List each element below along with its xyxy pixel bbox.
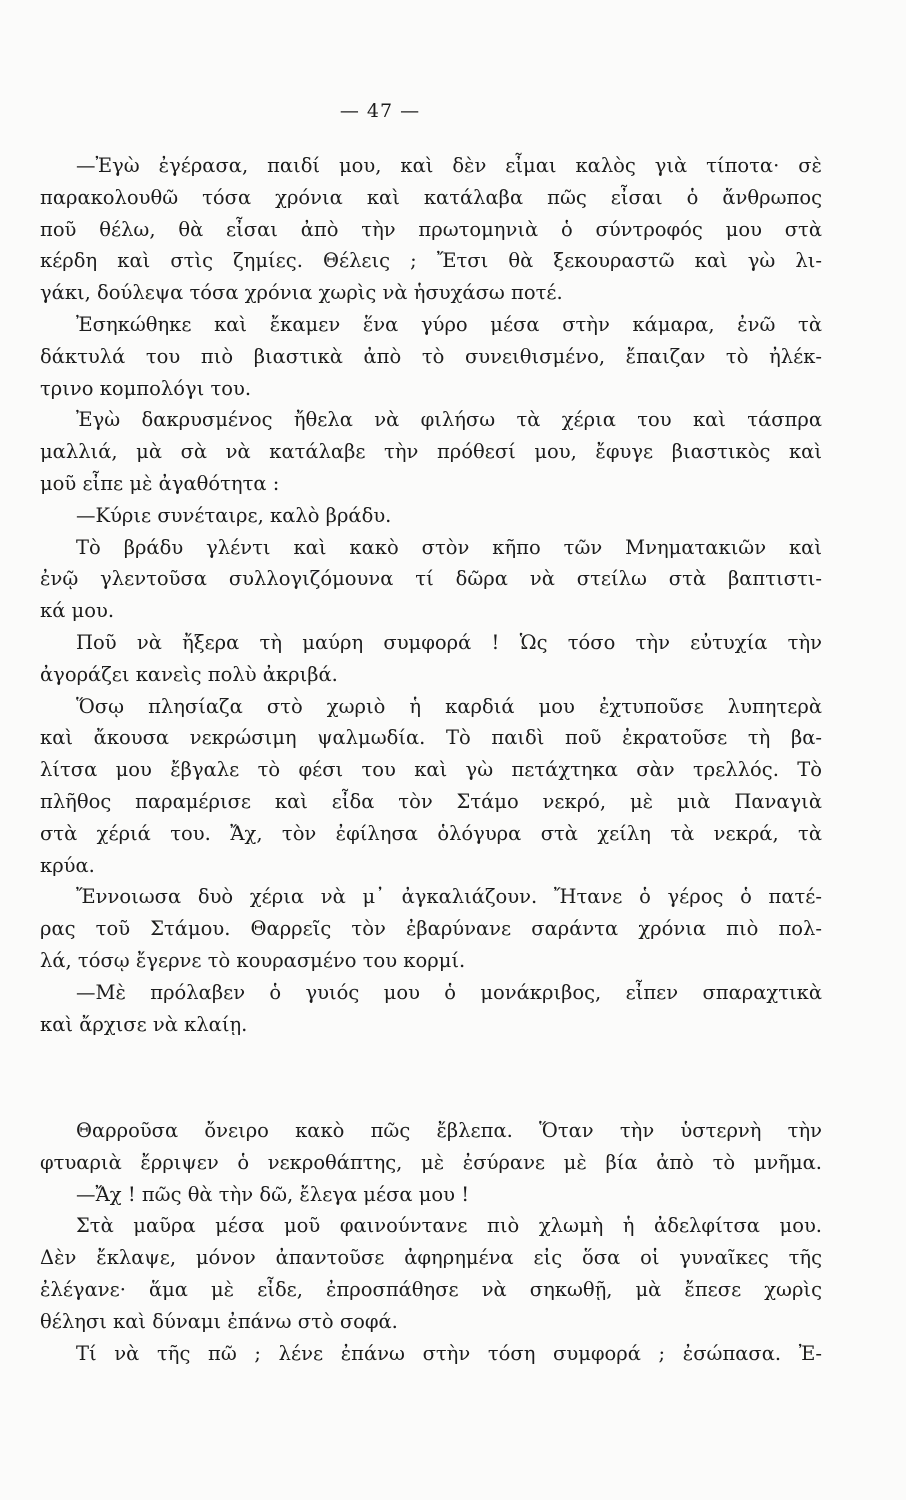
text-block-continuation bbox=[40, 1115, 822, 1369]
text-line: μαλλιά, μὰ σὰ νὰ κατάλαβε τὴν πρόθεσί μου, ἔφυγε βιαστικὸς καὶ bbox=[40, 440, 822, 464]
text-line: Στὰ μαῦρα μέσα μοῦ φαινούντανε πιὸ χλωμὴ ἡ ἀδελφίτσα μου. bbox=[76, 1214, 822, 1238]
text-line: καὶ ἄκουσα νεκρώσιμη ψαλμωδία. Τὸ παιδὶ ποῦ ἐκρατοῦσε τὴ βα- bbox=[40, 726, 822, 750]
text-line: ἐλέγανε· ἅμα μὲ εἶδε, ἐπροσπάθησε νὰ σηκωθῇ, μὰ ἔπεσε χωρὶς bbox=[40, 1277, 822, 1301]
text-line: ἐνῷ γλεντοῦσα συλλογιζόμουνα τί δῶρα νὰ στείλω στὰ βαπτιστι- bbox=[40, 567, 822, 591]
text-line: παρακολουθῶ τόσα χρόνια καὶ κατάλαβα πῶς εἶσαι ὁ ἄνθρωπος bbox=[40, 185, 822, 209]
text-line: ρας τοῦ Στάμου. Θαρρεῖς τὸν ἐβαρύνανε σαράντα χρόνια πιὸ πολ- bbox=[40, 917, 822, 941]
text-line: κέρδη καὶ στὶς ζημίες. Θέλεις ; Ἔτσι θὰ ξεκουραστῶ καὶ γὼ λι- bbox=[40, 249, 822, 273]
text-line: κά μου. bbox=[40, 599, 115, 623]
text-line: Τί νὰ τῆς πῶ ; λένε ἐπάνω στὴν τόση συμφορά ; ἐσώπασα. Ἐ- bbox=[76, 1341, 822, 1365]
text-line: —Κύριε συνέταιρε, καλὸ βράδυ. bbox=[76, 503, 392, 527]
text-line: φτυαριὰ ἔρριψεν ὁ νεκροθάπτης, μὲ ἐσύρανε μὲ βία ἀπὸ τὸ μνῆμα. bbox=[40, 1150, 822, 1174]
page-number: — 47 — bbox=[339, 100, 421, 122]
text-line: —Ἄχ ! πῶς θὰ τὴν δῶ, ἔλεγα μέσα μου ! bbox=[76, 1182, 470, 1206]
text-line: Ὅσῳ πλησίαζα στὸ χωριὸ ἡ καρδιά μου ἐχτυποῦσε λυπητερὰ bbox=[76, 694, 822, 718]
text-line: κρύα. bbox=[40, 853, 95, 877]
text-block-main bbox=[40, 150, 822, 1040]
text-line: στὰ χέριά του. Ἄχ, τὸν ἐφίλησα ὁλόγυρα στὰ χείλη τὰ νεκρά, τὰ bbox=[40, 821, 822, 845]
text-line: Θαρροῦσα ὄνειρο κακὸ πῶς ἔβλεπα. Ὅταν τὴν ὑστερνὴ τὴν bbox=[76, 1119, 822, 1142]
text-line: τρινο κομπολόγι του. bbox=[40, 376, 252, 400]
text-line: —Μὲ πρόλαβεν ὁ γυιός μου ὁ μονάκριβος, εἶπεν σπαραχτικὰ bbox=[76, 980, 822, 1004]
text-line: Τὸ βράδυ γλέντι καὶ κακὸ στὸν κῆπο τῶν Μνηματακιῶν καὶ bbox=[76, 535, 822, 559]
text-line: πλῆθος παραμέρισε καὶ εἶδα τὸν Στάμο νεκρό, μὲ μιὰ Παναγιὰ bbox=[40, 789, 822, 813]
text-line: λά, τόσῳ ἔγερνε τὸ κουρασμένο του κορμί. bbox=[40, 948, 466, 972]
text-line: ἀγοράζει κανεὶς πολὺ ἀκριβά. bbox=[40, 662, 338, 686]
text-line: —Ἐγὼ ἐγέρασα, παιδί μου, καὶ δὲν εἶμαι καλὸς γιὰ τίποτα· σὲ bbox=[76, 154, 822, 177]
text-line: θέλησι καὶ δύναμι ἐπάνω στὸ σοφά. bbox=[40, 1309, 398, 1333]
text-line: Ἐσηκώθηκε καὶ ἔκαμεν ἕνα γύρο μέσα στὴν κάμαρα, ἐνῶ τὰ bbox=[76, 312, 822, 336]
text-line: δάκτυλά του πιὸ βιαστικὰ ἀπὸ τὸ συνειθισμένο, ἔπαιζαν τὸ ἠλέκ- bbox=[40, 344, 822, 368]
text-line: λίτσα μου ἔβγαλε τὸ φέσι του καὶ γὼ πετάχτηκα σὰν τρελλός. Τὸ bbox=[40, 758, 822, 782]
text-line: Ἔννοιωσα δυὸ χέρια νὰ μ᾽ ἀγκαλιάζουν. Ἤτανε ὁ γέρος ὁ πατέ- bbox=[76, 885, 822, 909]
text-line: μοῦ εἶπε μὲ ἀγαθότητα : bbox=[40, 471, 280, 495]
text-line: γάκι, δούλεψα τόσα χρόνια χωρὶς νὰ ἡσυχάσω ποτέ. bbox=[40, 281, 563, 305]
text-line: ποῦ θέλω, θὰ εἶσαι ἀπὸ τὴν πρωτομηνιὰ ὁ σύντροφός μου στὰ bbox=[40, 217, 822, 241]
text-line: καὶ ἄρχισε νὰ κλαίῃ. bbox=[40, 1012, 248, 1036]
text-line: Δὲν ἔκλαψε, μόνον ἀπαντοῦσε ἀφηρημένα εἰς ὅσα οἱ γυναῖκες τῆς bbox=[40, 1246, 822, 1270]
text-line: Ἐγὼ δακρυσμένος ἤθελα νὰ φιλήσω τὰ χέρια του καὶ τάσπρα bbox=[76, 408, 822, 432]
text-line: Ποῦ νὰ ἤξερα τὴ μαύρη συμφορά ! Ὡς τόσο τὴν εὐτυχία τὴν bbox=[76, 630, 822, 654]
